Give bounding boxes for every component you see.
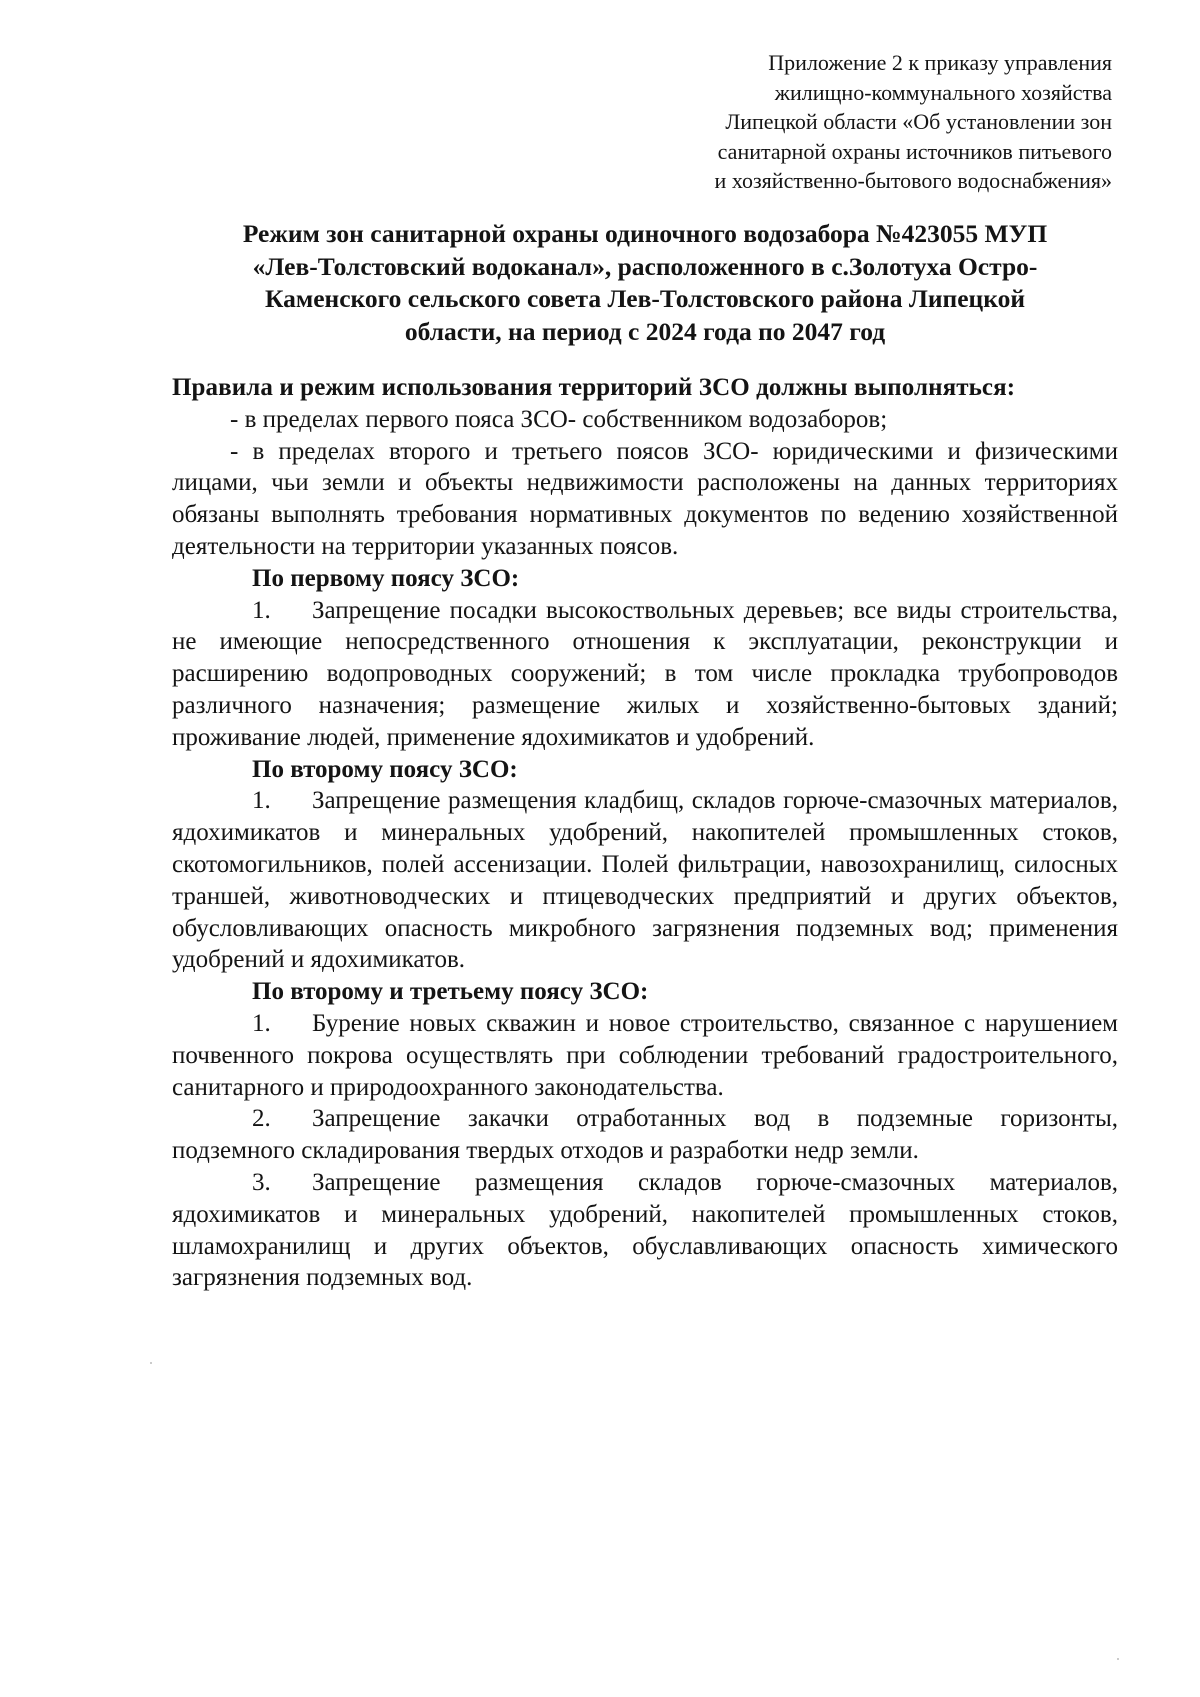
title-line: Каменского сельского совета Лев-Толстовского района Липецкой [264,284,1026,313]
item-text: Запрещение размещения кладбищ, складов горюче-смазочных материалов, ядохимикатов и минеральных удобрений, накопителей промышленных стоков, скотомогильников, полей ассенизации. Полей фильтрации, навозохранилищ, силосных траншей, животноводческих и птицеводческих предприятий и других объектов, обусловливающих опасность микробного загрязнения подземных вод; применения удобрений и ядохимикатов. [172,787,1118,974]
item-text: Запрещение закачки отработанных вод в подземные горизонты, подземного складирования твердых отходов и разработки недр земли. [172,1105,1118,1165]
zone1-heading: По первому поясу ЗСО: [252,564,520,592]
scan-speck [150,1362,152,1364]
annex-line: Приложение 2 к приказу управления [768,50,1112,75]
zone23-item [172,1008,1118,1103]
annex-line: санитарной охраны источников питьевого [717,138,1112,164]
item-number: 1. [252,787,271,815]
title-line: Режим зон санитарной охраны одиночного водозабора №423055 МУП [242,219,1048,248]
zone23-item [172,1167,1118,1294]
title-line: области, на период с 2024 года по 2047 год [404,316,886,346]
zone23-heading: По второму и третьему поясу ЗСО: [252,978,649,1006]
annex-line: жилищно-коммунального хозяйства [774,79,1112,105]
annex-line: Липецкой области «Об установлении зон [725,109,1112,134]
item-number: 3. [252,1168,271,1196]
zone1-item [172,595,1118,754]
item-number: 1. [252,1009,271,1037]
rules-item: - в пределах второго и третьего поясов ЗСО- юридическими и физическими лицами, чьи земли и объекты недвижимости расположены на данных территориях обязаны выполнять требования нормативных документов по ведению хозяйственной деятельности на территории указанных поясов. [172,437,1118,560]
title-line: «Лев-Толстовский водоканал», расположенного в с.Золотуха Остро- [252,251,1038,281]
item-text: Запрещение размещения складов горюче-смазочных материалов, ядохимикатов и минеральных удобрений, накопителей промышленных стоков, шламохранилищ и других объектов, обуславливающих опасность химического загрязнения подземных вод. [172,1168,1118,1292]
item-text: Бурение новых скважин и новое строительство, связанное с нарушением почвенного покрова осуществлять при соблюдении требований градостроительного, санитарного и природоохранного законодательства. [172,1009,1118,1101]
item-number: 2. [252,1105,271,1133]
zone2-heading: По второму поясу ЗСО: [252,755,518,783]
annex-line: и хозяйственно-бытового водоснабжения» [714,168,1112,193]
item-number: 1. [252,596,271,624]
document-body [172,372,1118,1294]
document-title [172,218,1118,348]
zone23-item [172,1103,1118,1167]
rules-item: - в пределах первого пояса ЗСО- собственником водозаборов; [230,405,888,433]
zone2-item [172,785,1118,976]
rules-heading: Правила и режим использования территорий ЗСО должны выполняться: [172,374,1016,401]
annex-header [592,48,1112,196]
item-text: Запрещение посадки высокоствольных деревьев; все виды строительства, не имеющие непосредственного отношения к эксплуатации, реконструкции и расширению водопроводных сооружений; в том числе прокладка трубопроводов различного назначения; размещение жилых и хозяйственно-бытовых зданий; проживание людей, применение ядохимикатов и удобрений. [172,596,1118,751]
scan-speck [1117,1658,1119,1660]
